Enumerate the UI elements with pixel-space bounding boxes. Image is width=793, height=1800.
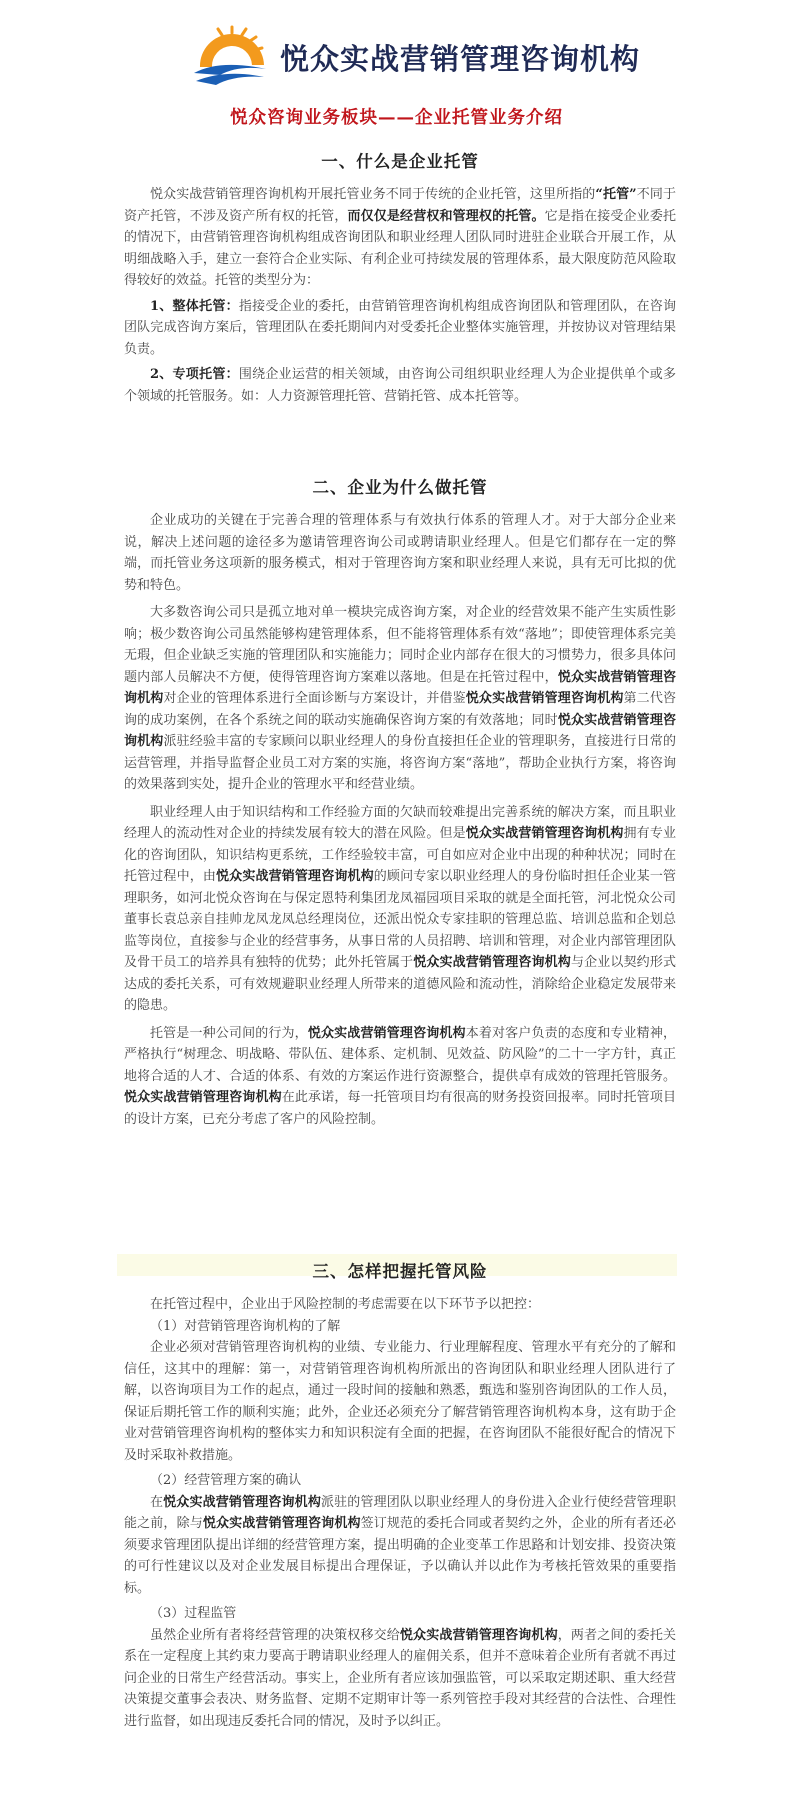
section-heading: 二、企业为什么做托管 <box>312 478 488 497</box>
subsection-title: （1）对营销管理咨询机构的了解 <box>150 1318 341 1334</box>
paragraph: 在托管过程中，企业出于风险控制的考虑需要在以下环节予以把控： <box>150 1297 541 1312</box>
paragraph: 托管是一种公司间的行为，悦众实战营销管理咨询机构本着对客户负责的态度和专业精神，严格执行“树理念、明战略、带队伍、建体系、定机制、见效益、防风险”的二十一字方针，真正地将合适的人才、合适的体系、有效的方案运作进行资源整合，提供卓有成效的管理托管服务。悦众实战营销管理咨询机构在此承诺，每一托管项目均有很高的财务投资回报率。同时托管项目的设计方案，已充分考虑了客户的风险控制。 <box>124 1025 676 1127</box>
section-what-is-trusteeship <box>124 148 676 407</box>
section-heading: 三、怎样把握托管风险 <box>312 1262 488 1281</box>
section-control-risk <box>124 1258 676 1732</box>
brand-name: 悦众实战营销管理咨询机构 <box>279 41 640 76</box>
paragraph: 悦众实战营销管理咨询机构开展托管业务不同于传统的企业托管，这里所指的“托管”不同于资产托管，不涉及资产所有权的托管，而仅仅是经营权和管理权的托管。它是指在接受企业委托的情况下，由营销管理咨询机构组成咨询团队和职业经理人团队同时进驻企业联合开展工作，从明细战略入手，建立一套符合企业实际、有利企业可持续发展的管理体系，最大限度防范风险取得较好的效益。托管的类型分为： <box>124 187 676 288</box>
document-title: 悦众咨询业务板块——企业托管业务介绍 <box>230 108 563 128</box>
paragraph: 2、专项托管：围绕企业运营的相关领域，由咨询公司组织职业经理人为企业提供单个或多个领域的托管服务。如：人力资源管理托管、营销托管、成本托管等。 <box>124 367 676 404</box>
paragraph: 职业经理人由于知识结构和工作经验方面的欠缺而较难提出完善系统的解决方案，而且职业经理人的流动性对企业的持续发展有较大的潜在风险。但是悦众实战营销管理咨询机构拥有专业化的咨询团队，知识结构更系统，工作经验较丰富，可自如应对企业中出现的种种状况；同时在托管过程中，由悦众实战营销管理咨询机构的顾问专家以职业经理人的身份临时担任企业某一管理职务，如河北悦众咨询在与保定恩特利集团龙凤福园项目采取的就是全面托管，河北悦众公司董事长袁总亲自挂帅龙凤龙凤总经理岗位，还派出悦众专家挂职的管理总监、培训总监和企划总监等岗位，直接参与企业的经营事务，从事日常的人员招聘、培训和管理，对企业内部管理团队及骨干员工的培养具有独特的优势；此外托管属于悦众实战营销管理咨询机构与企业以契约形式达成的委托关系，可有效规避职业经理人所带来的道德风险和流动性，消除给企业稳定发展带来的隐患。 <box>124 804 676 1013</box>
paragraph: 大多数咨询公司只是孤立地对单一模块完成咨询方案，对企业的经营效果不能产生实质性影响；极少数咨询公司虽然能够构建管理体系，但不能将管理体系有效“落地”；即使管理体系完美无瑕，但企业缺乏实施的管理团队和实施能力；同时企业内部存在很大的习惯势力，很多具体问题内部人员解决不方便，使得管理咨询方案难以落地。但是在托管过程中，悦众实战营销管理咨询机构对企业的管理体系进行全面诊断与方案设计，并借鉴悦众实战营销管理咨询机构第二代咨询的成功案例，在各个系统之间的联动实施确保咨询方案的有效落地；同时悦众实战营销管理咨询机构派驻经验丰富的专家顾问以职业经理人的身份直接担任企业的管理职务，直接进行日常的运营管理，并指导监督企业员工对方案的实施，将咨询方案“落地”，帮助企业执行方案，将咨询的效果落到实处，提升企业的管理水平和经营业绩。 <box>124 605 676 792</box>
subsection-title: （2）经营管理方案的确认 <box>150 1473 302 1488</box>
paragraph: 1、整体托管：指接受企业的委托，由营销管理咨询机构组成咨询团队和管理团队，在咨询团队完成咨询方案后，管理团队在委托期间内对受委托企业整体实施管理，并按协议对管理结果负责。 <box>124 298 676 357</box>
header <box>190 22 640 92</box>
paragraph: 企业成功的关键在于完善合理的管理体系与有效执行体系的管理人才。对于大部分企业来说，解决上述问题的途径多为邀请管理咨询公司或聘请职业经理人。但是它们都存在一定的弊端，而托管业务这项新的服务模式，相对于管理咨询方案和职业经理人来说，具有无可比拟的优势和特色。 <box>124 513 676 593</box>
section-why-trusteeship <box>124 474 676 1130</box>
subsection-title: （3）过程监管 <box>150 1606 237 1621</box>
section-heading: 一、什么是企业托管 <box>321 152 479 171</box>
logo-icon <box>190 25 268 89</box>
paragraph: 在悦众实战营销管理咨询机构派驻的管理团队以职业经理人的身份进入企业行使经营管理职能之前，除与悦众实战营销管理咨询机构签订规范的委托合同或者契约之外，企业的所有者还必须要求管理团队提出详细的经营管理方案，提出明确的企业变革工作思路和计划安排、投资决策的可行性建议以及对企业发展目标提出合理保证，予以确认并以此作为考核托管效果的重要指标。 <box>124 1494 676 1596</box>
paragraph: 虽然企业所有者将经营管理的决策权移交给悦众实战营销管理咨询机构，两者之间的委托关系在一定程度上其约束力要高于聘请职业经理人的雇佣关系，但并不意味着企业所有者就不再过问企业的日常生产经营活动。事实上，企业所有者应该加强监管，可以采取定期述职、重大经营决策提交董事会表决、财务监督、定期不定期审计等一系列管控手段对其经营的合法性、合理性进行监督，如出现违反委托合同的情况，及时予以纠正。 <box>124 1627 676 1729</box>
paragraph: 企业必须对营销管理咨询机构的业绩、专业能力、行业理解程度、管理水平有充分的了解和信任，这其中的理解：第一，对营销管理咨询机构所派出的咨询团队和职业经理人团队进行了解，以咨询项目为工作的起点，通过一段时间的接触和熟悉，甄选和鉴别咨询团队的工作人员，保证后期托管工作的顺利实施；此外，企业还必须充分了解营销管理咨询机构本身，这有助于企业对营销管理咨询机构的整体实力和知识积淀有全面的把握，在咨询团队不能很好配合的情况下及时采取补救措施。 <box>124 1340 676 1463</box>
